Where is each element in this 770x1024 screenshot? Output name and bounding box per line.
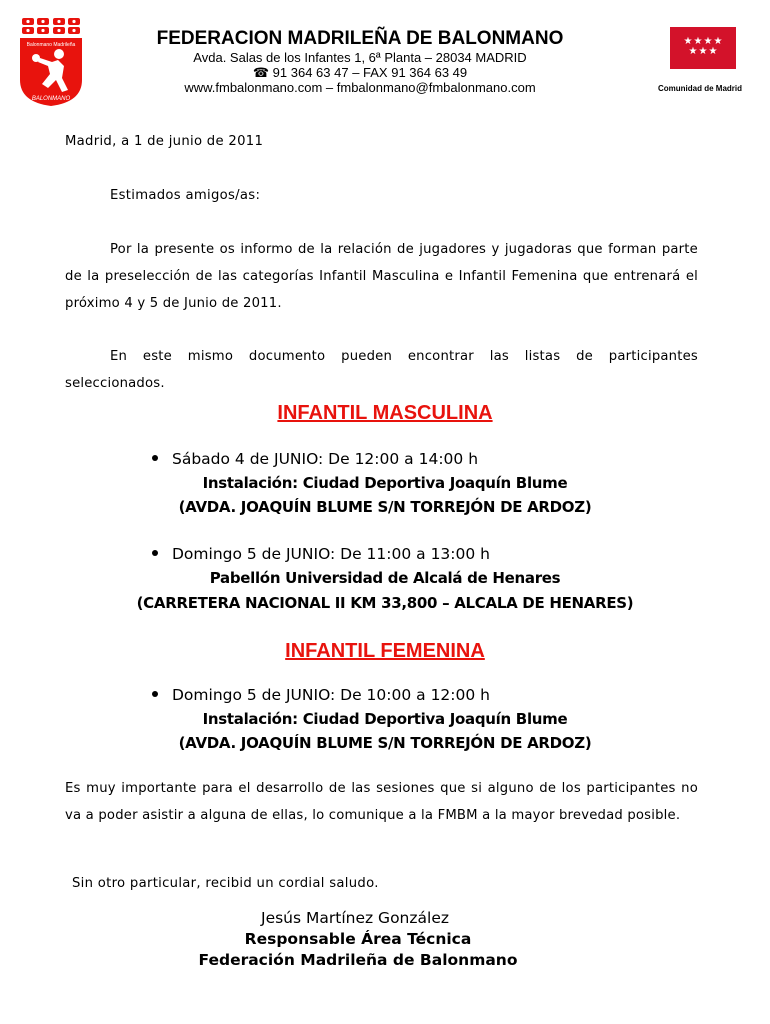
logo-top-text: Balonmano Madrileña bbox=[26, 42, 76, 48]
signature-name: Jesús Martínez González bbox=[261, 909, 449, 927]
session-when: Domingo 5 de JUNIO: De 11:00 a 13:00 h bbox=[172, 545, 490, 563]
session-address: (CARRETERA NACIONAL II KM 33,800 – ALCALA DE HENARES) bbox=[136, 594, 634, 612]
bullet-icon bbox=[152, 691, 158, 697]
section-title-infantil-femenina: INFANTIL FEMENINA bbox=[285, 640, 485, 662]
web-email-line: www.fmbalonmano.com – fmbalonmano@fmbalonmano.com bbox=[184, 80, 536, 95]
star-icon: ★ bbox=[683, 36, 693, 47]
session-address: (AVDA. JOAQUÍN BLUME S/N TORREJÓN DE ARDOZ) bbox=[178, 498, 592, 516]
session-venue: Pabellón Universidad de Alcalá de Henares bbox=[209, 569, 561, 587]
session-venue: Instalación: Ciudad Deportiva Joaquín Blume bbox=[202, 710, 568, 728]
signature-role: Responsable Área Técnica bbox=[244, 930, 472, 948]
session-item bbox=[152, 686, 490, 704]
session-venue: Instalación: Ciudad Deportiva Joaquín Blume bbox=[202, 474, 568, 492]
bullet-icon bbox=[152, 455, 158, 461]
star-icon: ★ bbox=[703, 36, 713, 47]
intro-paragraph: Por la presente os informo de la relación de jugadores y jugadoras que forman parte de la preselección de las categorías Infantil Masculina e Infantil Femenina que entrenará el próximo 4 y 5 de Junio de 2011. bbox=[65, 242, 698, 311]
session-address: (AVDA. JOAQUÍN BLUME S/N TORREJÓN DE ARDOZ) bbox=[178, 734, 592, 752]
date-line: Madrid, a 1 de junio de 2011 bbox=[65, 134, 264, 149]
bullet-icon bbox=[152, 550, 158, 556]
signature-org: Federación Madrileña de Balonmano bbox=[198, 951, 518, 969]
session-item bbox=[152, 450, 478, 468]
phone-line: ☎ 91 364 63 47 – FAX 91 364 63 49 bbox=[252, 65, 468, 80]
session-when: Domingo 5 de JUNIO: De 10:00 a 12:00 h bbox=[172, 686, 490, 704]
star-icon: ★ bbox=[698, 46, 708, 57]
closing-line: Sin otro particular, recibid un cordial saludo. bbox=[72, 876, 379, 891]
greeting: Estimados amigos/as: bbox=[110, 188, 261, 203]
section-title-infantil-masculina: INFANTIL MASCULINA bbox=[277, 402, 493, 424]
letterhead bbox=[100, 28, 620, 95]
comunidad-madrid-flag bbox=[670, 27, 736, 69]
star-icon: ★ bbox=[693, 36, 703, 47]
session-when: Sábado 4 de JUNIO: De 12:00 a 14:00 h bbox=[172, 450, 479, 468]
star-icon: ★ bbox=[688, 46, 698, 57]
address-line: Avda. Salas de los Infantes 1, 6ª Planta – 28034 MADRID bbox=[193, 50, 527, 65]
region-label: Comunidad de Madrid bbox=[658, 84, 742, 93]
federation-logo bbox=[18, 18, 84, 106]
logo-bottom-text: BALONMANO bbox=[31, 96, 71, 102]
lists-paragraph: En este mismo documento pueden encontrar las listas de participantes seleccionados. bbox=[65, 349, 698, 391]
star-icon: ★ bbox=[708, 46, 718, 57]
organization-name: FEDERACION MADRILEÑA DE BALONMANO bbox=[156, 28, 564, 49]
star-icon: ★ bbox=[713, 36, 723, 47]
session-item bbox=[152, 545, 490, 563]
attendance-paragraph: Es muy importante para el desarrollo de las sesiones que si alguno de los participantes no va a poder asistir a alguna de ellas, lo comunique a la FMBM a la mayor brevedad posible. bbox=[65, 781, 698, 823]
